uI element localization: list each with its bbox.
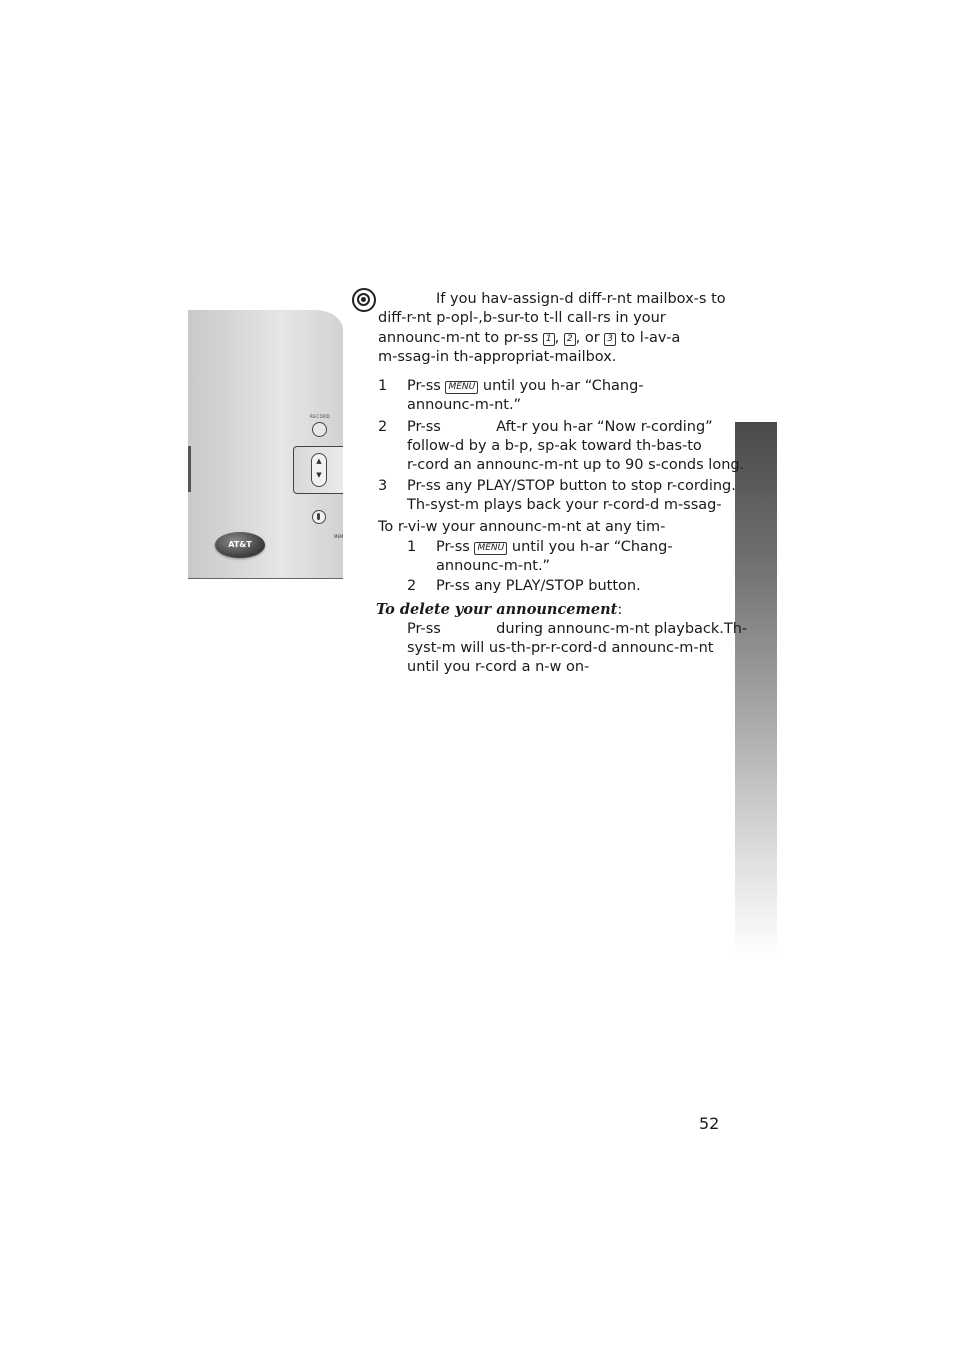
- tip-line-3: announc-m-nt to pr-ss 1 , 2 , or 3 to l-av-a: [378, 330, 681, 346]
- menu-key-icon: MENU: [474, 542, 507, 555]
- menu-key-icon: MENU: [445, 381, 478, 394]
- review-step-1-line-2: announc-m-nt.”: [436, 558, 551, 574]
- play-stop-button-label: PLAY/STOP: [476, 478, 555, 494]
- step-2-line-1: Pr-ss Aft-r you h-ar “Now r-cording”: [407, 419, 713, 435]
- step-2-line-2: follow-d by a b-p, sp-ak toward th-bas-to: [407, 438, 702, 454]
- device-round-button: [312, 422, 327, 437]
- review-step-1-number: 1: [407, 539, 417, 555]
- tip-line-4: m-ssag-in th-appropriat-mailbox.: [378, 349, 617, 365]
- delete-line-3: until you r-cord a n-w on-: [407, 659, 590, 675]
- delete-line-1: Pr-ss during announc-m-nt playback.Th-: [407, 621, 748, 637]
- answering-machine-illustration: [188, 310, 343, 579]
- device-button-label: RECORD: [310, 414, 331, 419]
- volume-rocker: [311, 453, 327, 487]
- step-2-number: 2: [378, 419, 388, 435]
- arrow-down-icon: ▼: [316, 471, 322, 479]
- review-intro: To r-vi-w your announc-m-nt at any tim-: [378, 519, 666, 535]
- delete-heading: To delete your announcement:: [376, 601, 623, 618]
- tip-line-3-tail: to l-av-a: [620, 330, 681, 346]
- step-3-line-1: Pr-ss any PLAY/STOP button to stop r-cording.: [407, 478, 736, 494]
- key-2-icon: 2: [564, 333, 576, 346]
- tip-line-1: If you hav-assign-d diff-r-nt mailbox-s to: [436, 291, 726, 307]
- key-3-icon: 3: [604, 333, 616, 346]
- step-3-number: 3: [378, 478, 388, 494]
- arrow-up-icon: ▲: [316, 457, 322, 465]
- step-2-line-3: r-cord an announc-m-nt up to 90 s-conds long.: [407, 457, 745, 473]
- chapter-tab: [735, 422, 777, 957]
- page-number: 52: [699, 1114, 720, 1133]
- step-1-line-1: Pr-ss MENU until you h-ar “Chang-: [407, 378, 644, 394]
- key-1-icon: 1: [543, 333, 555, 346]
- microphone-icon: [312, 510, 326, 524]
- tip-line-3-text: announc-m-nt to pr-ss: [378, 330, 539, 346]
- review-step-1-line-1: Pr-ss MENU until you h-ar “Chang-: [436, 539, 673, 555]
- att-logo: AT&T: [215, 532, 265, 558]
- device-edge: [188, 446, 191, 492]
- step-1-line-2: announc-m-nt.”: [407, 397, 522, 413]
- step-1-number: 1: [378, 378, 388, 394]
- device-side-mark: MEM: [334, 534, 343, 539]
- target-tip-icon: [352, 288, 376, 312]
- tip-line-2: diff-r-nt p-opl-,b-sur-to t-ll call-rs in your: [378, 310, 666, 326]
- step-3-line-2: Th-syst-m plays back your r-cord-d m-ssag-: [407, 497, 722, 513]
- review-step-2-text: Pr-ss any PLAY/STOP button.: [436, 578, 641, 594]
- review-step-2-number: 2: [407, 578, 417, 594]
- delete-line-2: syst-m will us-th-pr-r-cord-d announc-m-nt: [407, 640, 714, 656]
